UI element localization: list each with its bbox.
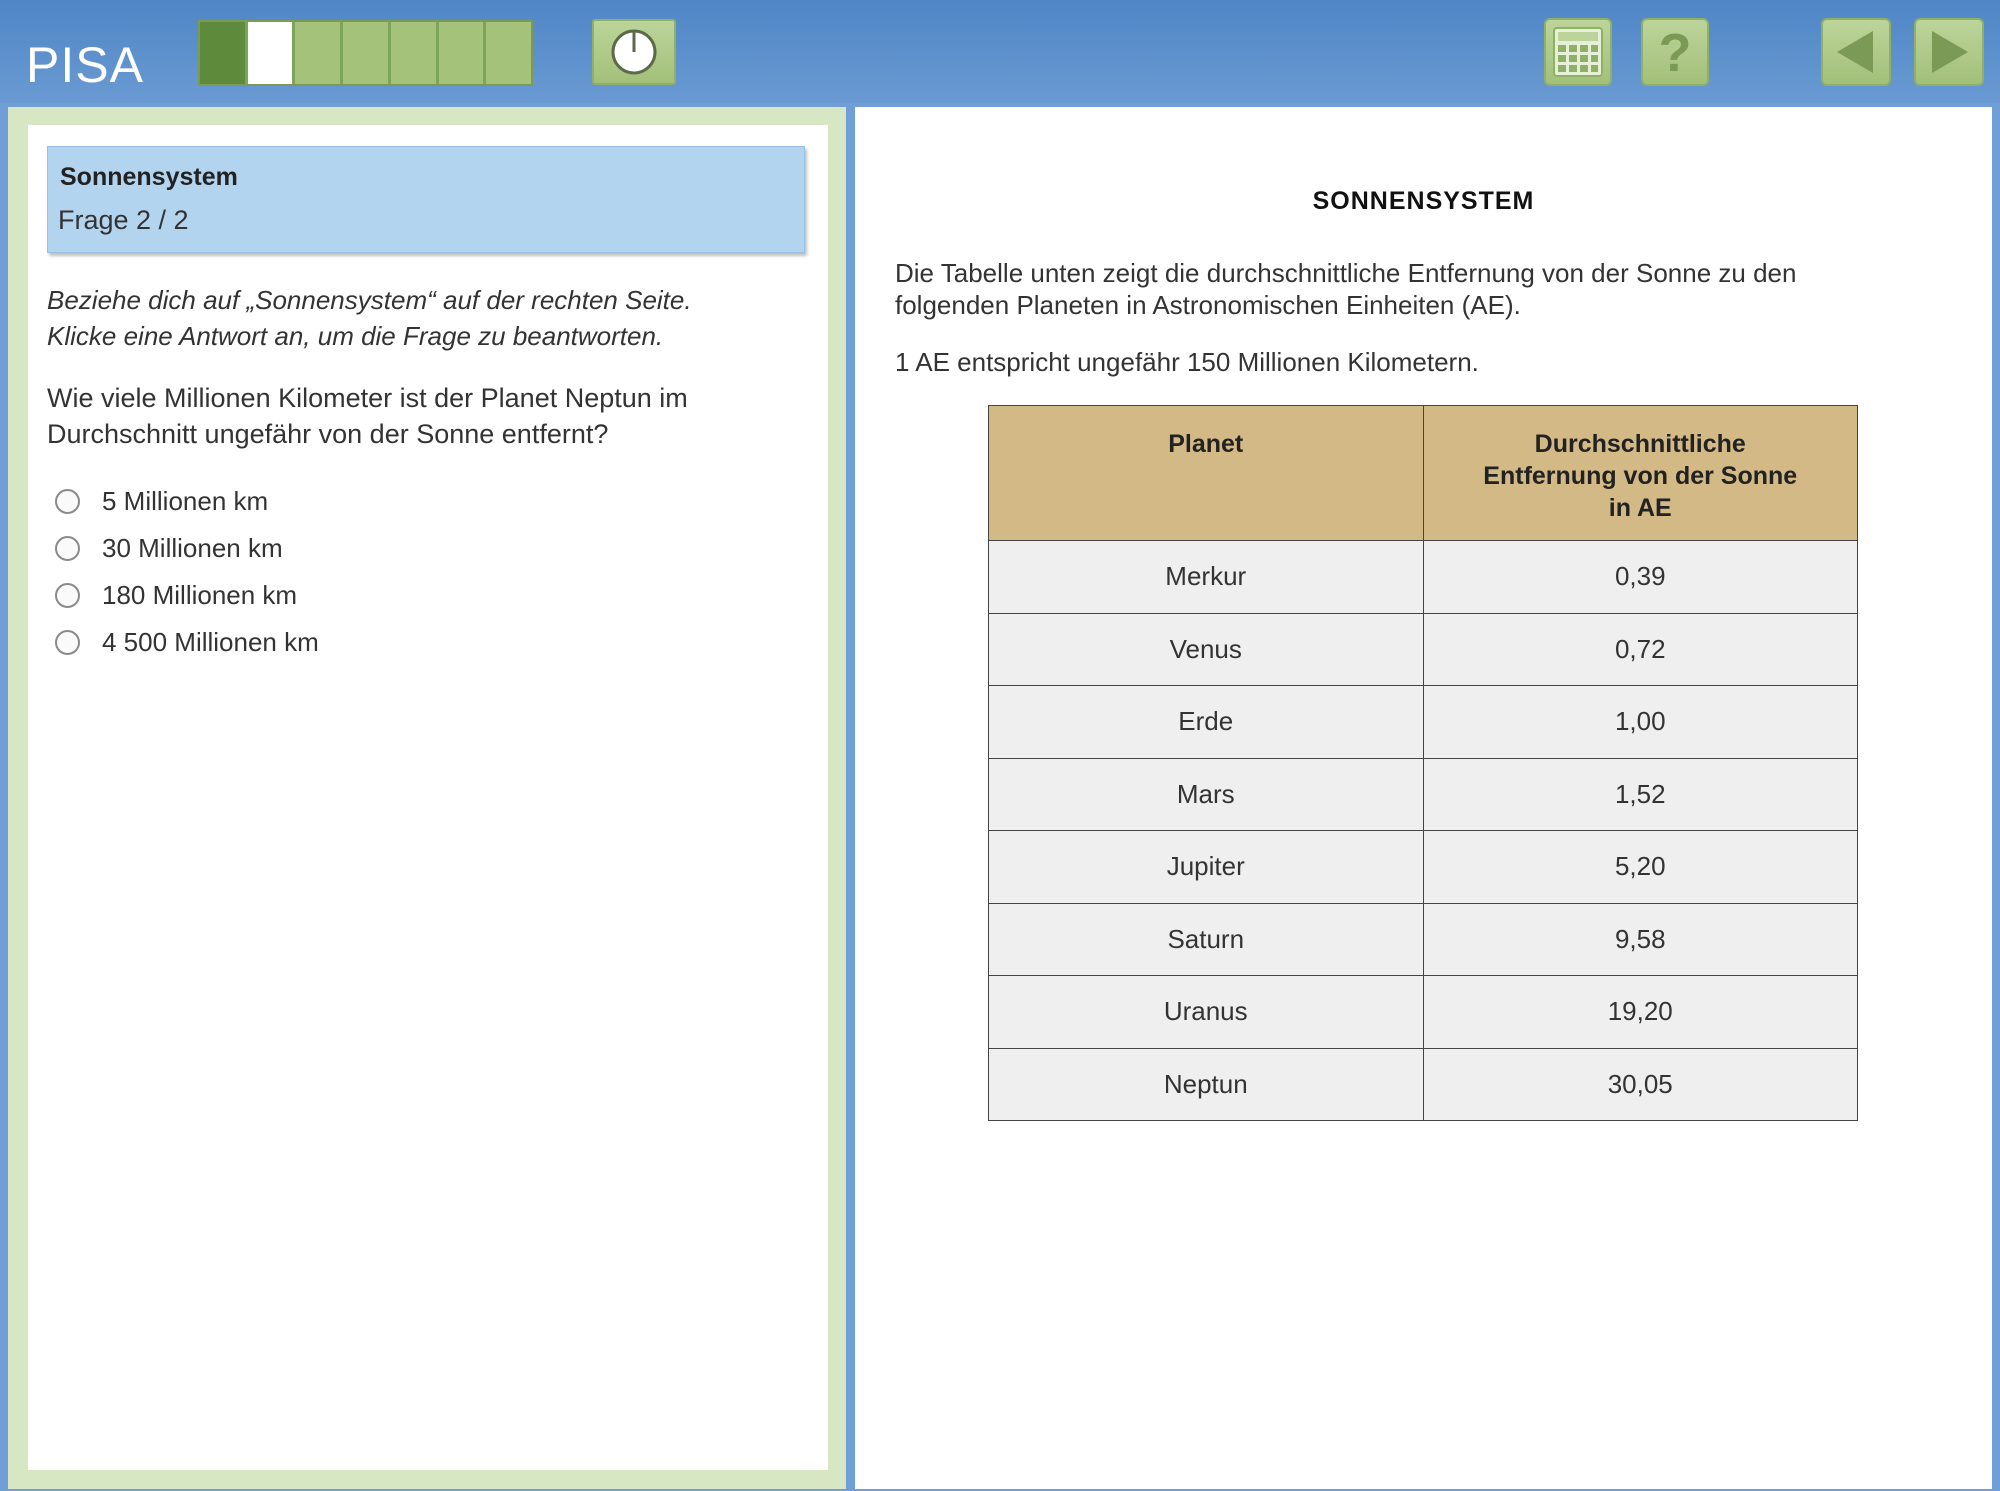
progress-bar	[198, 20, 533, 86]
radio-button[interactable]	[55, 630, 80, 655]
back-arrow-icon	[1831, 27, 1881, 77]
answer-options	[55, 478, 319, 666]
column-header-line: Entfernung von der Sonne	[1483, 462, 1798, 490]
radio-button[interactable]	[55, 536, 80, 561]
timer-icon	[609, 27, 659, 77]
help-button[interactable]	[1641, 18, 1709, 86]
instruction-text	[47, 282, 807, 354]
answer-option-label[interactable]: 30 Millionen km	[102, 533, 283, 563]
top-toolbar	[0, 0, 2000, 103]
table-row	[989, 831, 1858, 904]
progress-segment-6	[439, 22, 487, 84]
question-text	[47, 380, 807, 452]
stimulus-intro-line: folgenden Planeten in Astronomischen Einheiten (AE).	[895, 290, 1521, 320]
planet-cell: Jupiter	[989, 831, 1424, 904]
distance-cell: 5,20	[1423, 831, 1858, 904]
table-row	[989, 1048, 1858, 1121]
back-button[interactable]	[1821, 18, 1891, 86]
planet-cell: Mars	[989, 758, 1424, 831]
stimulus-note: 1 AE entspricht ungefähr 150 Millionen Kilometern.	[895, 347, 1479, 377]
distance-cell: 30,05	[1423, 1048, 1858, 1121]
table-row	[989, 686, 1858, 759]
answer-option-3[interactable]	[55, 572, 319, 619]
planet-distance-table	[988, 405, 1858, 1121]
stimulus-intro	[895, 257, 1935, 321]
column-header-line: Durchschnittliche	[1534, 430, 1746, 458]
distance-cell: 0,39	[1423, 541, 1858, 614]
question-counter: Frage 2 / 2	[58, 205, 189, 235]
answer-option-2[interactable]	[55, 525, 319, 572]
column-header-line: in AE	[1608, 494, 1672, 522]
question-header	[47, 146, 805, 253]
planet-cell: Saturn	[989, 903, 1424, 976]
next-arrow-icon	[1924, 27, 1974, 77]
stimulus-panel	[855, 107, 1992, 1489]
stimulus-title: SONNENSYSTEM	[1312, 187, 1535, 215]
column-header-distance	[1423, 406, 1858, 541]
table-row	[989, 976, 1858, 1049]
planet-cell: Neptun	[989, 1048, 1424, 1121]
instruction-line: Klicke eine Antwort an, um die Frage zu beantworten.	[47, 321, 664, 351]
progress-segment-4	[343, 22, 391, 84]
table-row	[989, 758, 1858, 831]
table-header-row	[989, 406, 1858, 541]
progress-segment-1	[200, 22, 248, 84]
radio-button[interactable]	[55, 489, 80, 514]
question-line: Durchschnitt ungefähr von der Sonne entfernt?	[47, 419, 609, 449]
progress-segment-7	[486, 22, 531, 84]
stimulus-intro-line: Die Tabelle unten zeigt die durchschnittliche Entfernung von der Sonne zu den	[895, 258, 1797, 288]
next-button[interactable]	[1914, 18, 1984, 86]
table-row	[989, 541, 1858, 614]
planet-cell: Merkur	[989, 541, 1424, 614]
calculator-icon	[1551, 25, 1605, 79]
column-header-planet: Planet	[989, 406, 1424, 541]
table-row	[989, 613, 1858, 686]
distance-cell: 1,00	[1423, 686, 1858, 759]
table-row	[989, 903, 1858, 976]
instruction-line: Beziehe dich auf „Sonnensystem“ auf der rechten Seite.	[47, 285, 692, 315]
distance-cell: 9,58	[1423, 903, 1858, 976]
timer-button[interactable]	[592, 19, 676, 85]
progress-segment-3	[295, 22, 343, 84]
radio-button[interactable]	[55, 583, 80, 608]
distance-cell: 1,52	[1423, 758, 1858, 831]
calculator-button[interactable]	[1544, 18, 1612, 86]
pisa-logo: PISA	[26, 37, 144, 93]
unit-title: Sonnensystem	[60, 163, 238, 191]
planet-cell: Venus	[989, 613, 1424, 686]
answer-option-1[interactable]	[55, 478, 319, 525]
answer-option-label[interactable]: 5 Millionen km	[102, 486, 269, 516]
planet-cell: Uranus	[989, 976, 1424, 1049]
question-line: Wie viele Millionen Kilometer ist der Planet Neptun im	[47, 383, 688, 413]
svg-text:?: ?	[1658, 24, 1692, 80]
progress-segment-2	[248, 22, 296, 84]
help-icon	[1650, 24, 1700, 80]
answer-option-label[interactable]: 4 500 Millionen km	[102, 627, 319, 657]
distance-cell: 0,72	[1423, 613, 1858, 686]
answer-option-label[interactable]: 180 Millionen km	[102, 580, 298, 610]
progress-segment-5	[391, 22, 439, 84]
answer-option-4[interactable]	[55, 619, 319, 666]
planet-cell: Erde	[989, 686, 1424, 759]
distance-cell: 19,20	[1423, 976, 1858, 1049]
